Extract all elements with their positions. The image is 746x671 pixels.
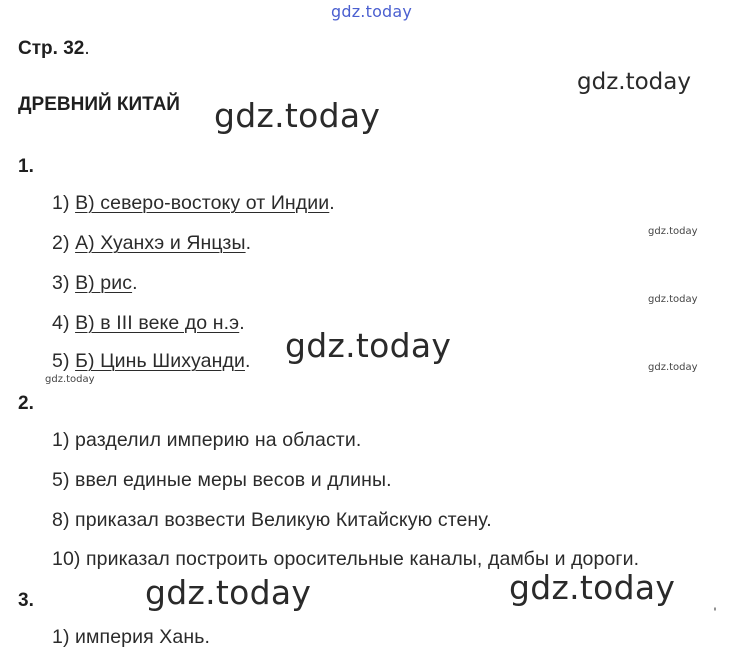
- answer-line: [52, 232, 251, 255]
- answer-suffix: .: [132, 272, 138, 294]
- answer-line: 10) приказал построить оросительные каналы, дамбы и дороги.: [52, 548, 640, 570]
- page-label-dot: .: [84, 38, 90, 59]
- answer-prefix: 5): [52, 350, 76, 372]
- page-number: [18, 38, 90, 60]
- answer-line: 8) приказал возвести Великую Китайскую стену.: [52, 509, 492, 531]
- question-number: 3.: [18, 590, 34, 611]
- answer-choice: В) северо-востоку от Индии: [75, 192, 330, 214]
- watermark: gdz.today: [214, 96, 381, 135]
- answer-line: 5) ввел единые меры весов и длины.: [52, 469, 392, 491]
- watermark: gdz.today: [577, 69, 691, 95]
- answer-prefix: 1): [52, 192, 76, 214]
- answer-choice: Б) Цинь Шихуанди: [75, 350, 245, 372]
- watermark: gdz.today: [648, 294, 698, 305]
- watermark: gdz.today: [648, 362, 698, 373]
- answer-suffix: .: [244, 350, 251, 372]
- answer-suffix: .: [245, 232, 252, 254]
- watermark: gdz.today: [45, 374, 95, 385]
- chapter-title: ДРЕВНИЙ КИТАЙ: [18, 94, 180, 115]
- watermark: gdz.today: [648, 226, 698, 237]
- watermark: gdz.today: [285, 326, 452, 365]
- answer-choice: В) рис: [75, 272, 133, 294]
- answer-choice: В) в III веке до н.э: [75, 312, 240, 334]
- answer-line: [52, 272, 138, 295]
- watermark: gdz.today: [509, 568, 676, 607]
- answer-line: 1) разделил империю на области.: [52, 429, 362, 451]
- answer-prefix: 4): [52, 312, 76, 334]
- answer-prefix: 2): [52, 232, 76, 254]
- watermark-top: gdz.today: [331, 2, 413, 21]
- answer-line: [52, 312, 245, 335]
- watermark: gdz.today: [145, 573, 312, 612]
- answer-suffix: .: [329, 192, 335, 214]
- question-number: 1.: [18, 156, 34, 177]
- answer-choice: А) Хуанхэ и Янцзы: [75, 232, 246, 254]
- answer-line: [52, 192, 335, 215]
- stray-mark: ˈ: [712, 605, 718, 625]
- question-number: 2.: [18, 393, 34, 414]
- page-label: Стр. 32: [18, 38, 85, 59]
- answer-prefix: 3): [52, 272, 76, 294]
- answer-line: 1) империя Хань.: [52, 626, 210, 648]
- answer-line: [52, 350, 251, 373]
- answer-suffix: .: [239, 312, 245, 334]
